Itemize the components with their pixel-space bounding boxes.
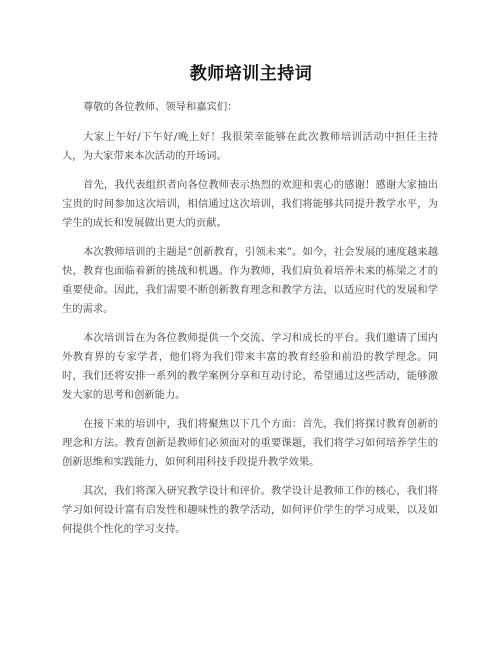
document-body xyxy=(62,98,438,549)
body-paragraph: 大家上午好/下午好/晚上好！我很荣幸能够在此次教师培训活动中担任主持人，为大家带来本次活动的开场词。 xyxy=(62,131,438,162)
body-paragraph: 本次培训旨在为各位教师提供一个交流、学习和成长的平台。我们邀请了国内外教育界的专家学者，他们将为我们带来丰富的教育经验和前沿的教学理念。同时，我们还将安排一系列的教学案例分享和互动讨论，希望通过这些活动，能够激发大家的思考和创新能力。 xyxy=(62,332,438,401)
body-paragraph: 本次教师培训的主题是“创新教育，引领未来”。如今，社会发展的速度越来越快，教育也面临着新的挑战和机遇。作为教师，我们肩负着培养未来的栋梁之才的重要使命。因此，我们需要不断创新教育理念和教学方法，以适应时代的发展和学生的需求。 xyxy=(62,246,438,315)
body-paragraph: 首先，我代表组织者向各位教师表示热烈的欢迎和衷心的感谢！感谢大家抽出宝贵的时间参加这次培训，相信通过这次培训，我们将能够共同提升教学水平，为学生的成长和发展做出更大的贡献。 xyxy=(62,179,438,229)
body-paragraph: 其次，我们将深入研究教学设计和评价。教学设计是教师工作的核心，我们将学习如何设计富有启发性和趣味性的教学活动，如何评价学生的学习成果，以及如何提供个性化的学习支持。 xyxy=(62,485,438,535)
body-paragraph: 在接下来的培训中，我们将聚焦以下几个方面：首先，我们将探讨教育创新的理念和方法。教育创新是教师们必须面对的重要课题，我们将学习如何培养学生的创新思维和实践能力，如何利用科技手段提升教学效果。 xyxy=(62,418,438,468)
document-title: 教师培训主持词 xyxy=(189,64,313,84)
greeting-paragraph: 尊敬的各位教师、领导和嘉宾们： xyxy=(83,101,238,113)
